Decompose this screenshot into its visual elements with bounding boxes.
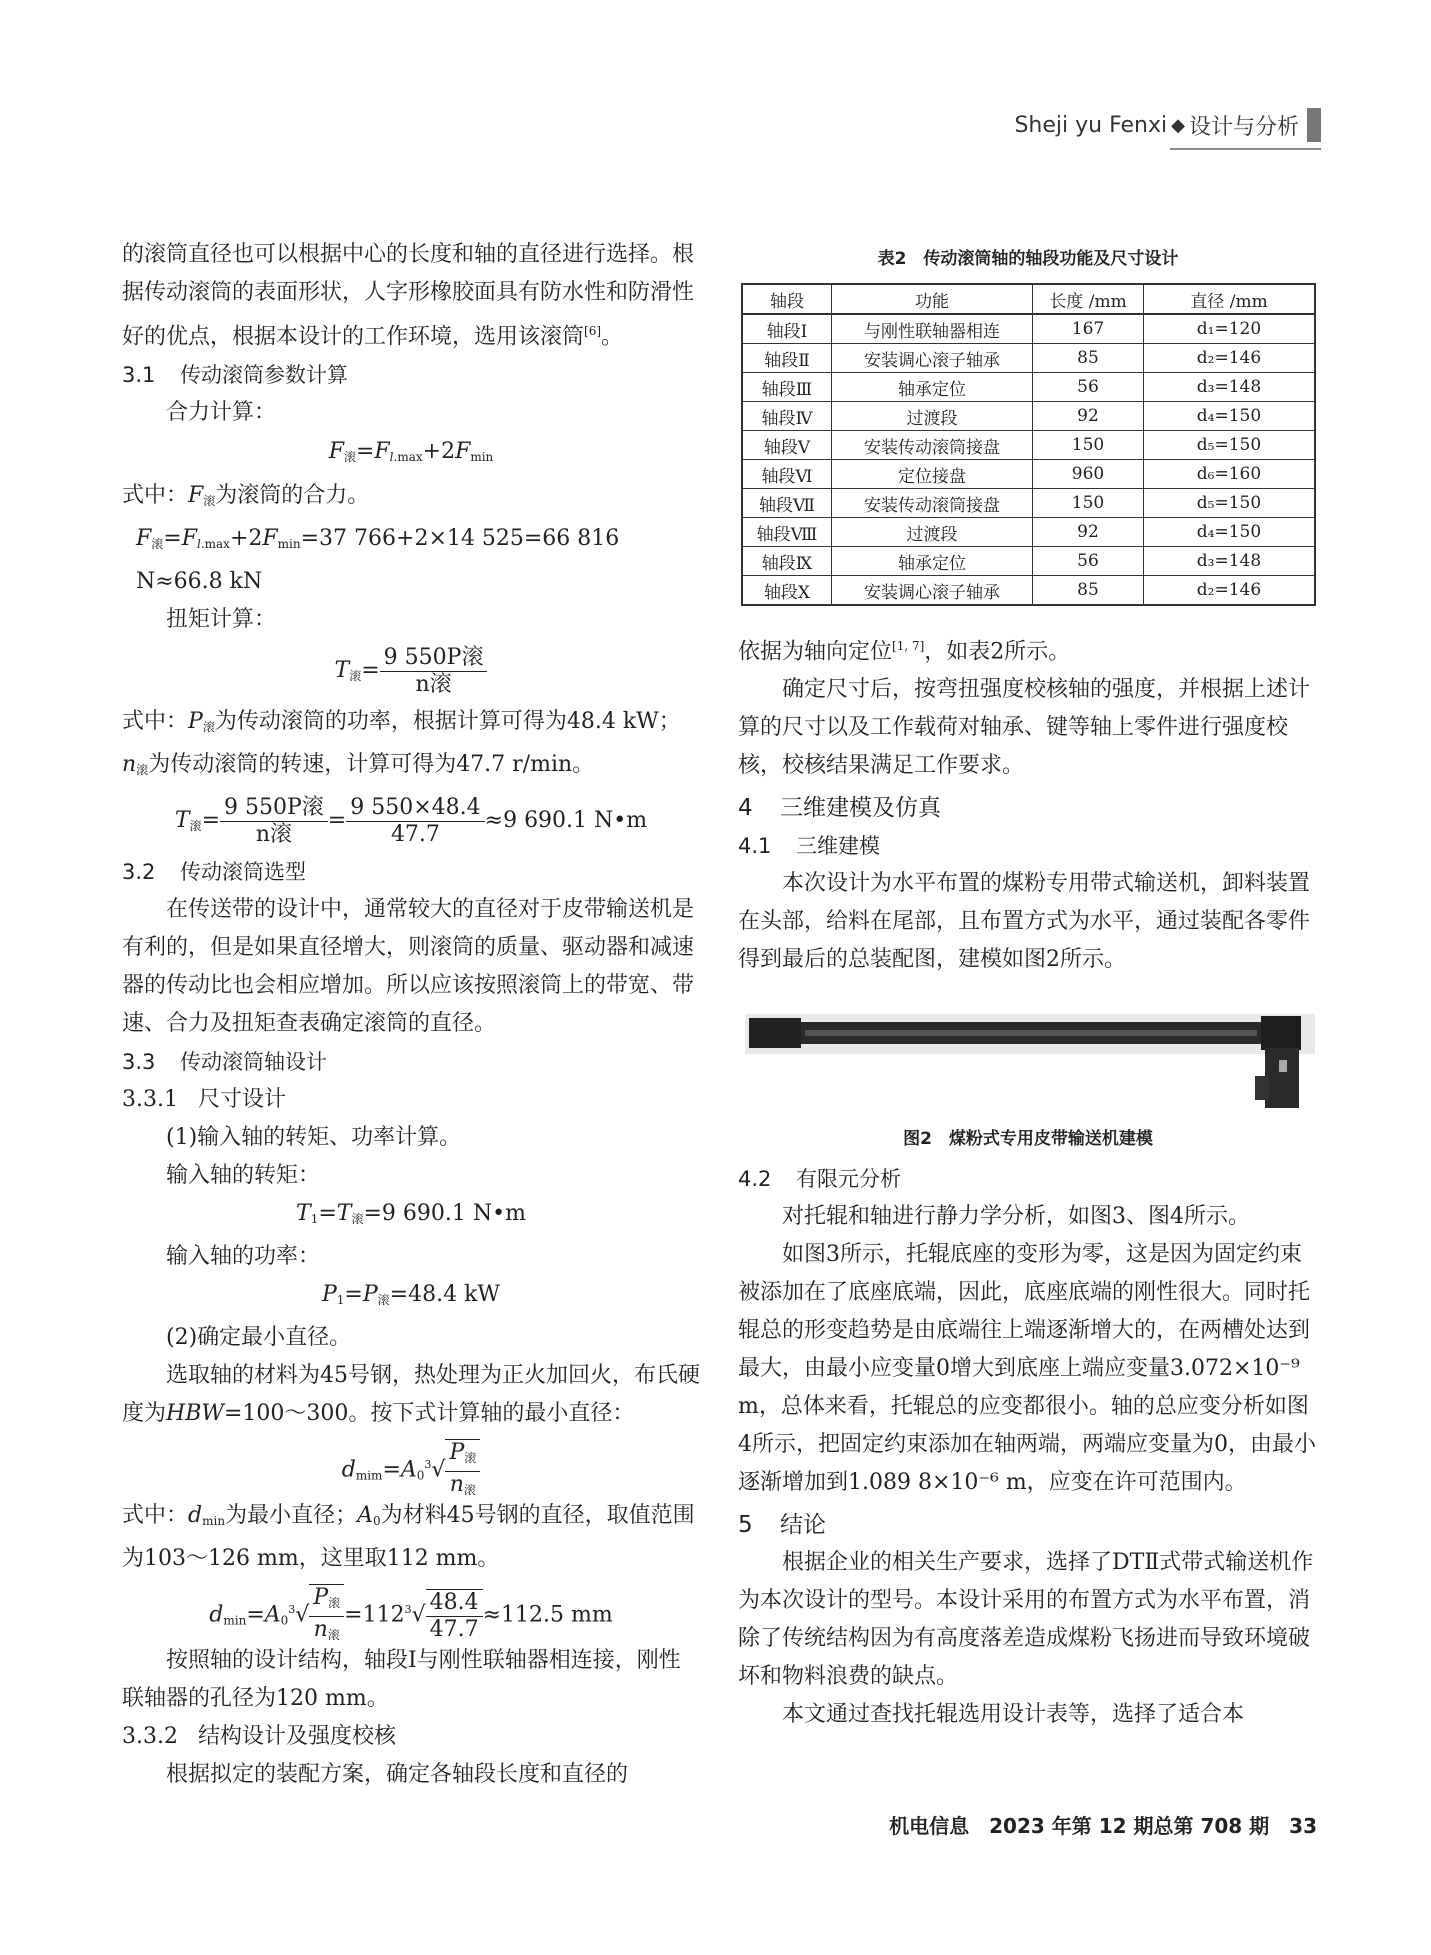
equation: $P_1=P_滚=48.4$ kW — [321, 1282, 501, 1308]
section-heading: 3.3 传动滚筒轴设计 — [122, 1050, 327, 1075]
right-column-lower — [738, 1160, 1318, 1734]
table-cell: 安装调心滚子轴承 — [832, 576, 1033, 606]
table-cell: 过渡段 — [832, 518, 1033, 547]
table-cell: 轴段Ⅳ — [742, 402, 832, 431]
table-cell: 85 — [1033, 344, 1144, 373]
table-cell: d₆=160 — [1144, 460, 1316, 489]
table-row — [742, 460, 1315, 489]
table-cell: 轴段Ⅸ — [742, 547, 832, 576]
paragraph: 根据拟定的装配方案，确定各轴段长度和直径的 — [166, 1762, 629, 1788]
section-heading: 4 三维建模及仿真 — [738, 795, 941, 822]
table-row — [742, 489, 1315, 518]
table-cell: d₃=148 — [1144, 547, 1316, 576]
table-cell: 92 — [1033, 402, 1144, 431]
paragraph: 式中：$P_滚$为传动滚筒的功率，根据计算可得为48.4 kW； — [122, 709, 681, 735]
table-header-cell: 直径 /mm — [1144, 284, 1316, 314]
paragraph: 在传送带的设计中，通常较大的直径对于皮带输送机是有利的，但是如果直径增大，则滚筒的质量、驱动器和减速器的传动比也会相应增加。所以应该按照滚筒上的带宽、带速、合力及扭矩查表确定滚筒的直径。 — [122, 897, 695, 1037]
table-row — [742, 431, 1315, 460]
table-cell: d₂=146 — [1144, 576, 1316, 606]
paragraph: 按照轴的设计结构，轴段Ⅰ与刚性联轴器相连接，刚性联轴器的孔径为120 mm。 — [122, 1648, 681, 1712]
table-cell: d₅=150 — [1144, 489, 1316, 518]
table-cell: 安装调心滚子轴承 — [832, 344, 1033, 373]
page-footer: 机电信息 2023 年第 12 期总第 708 期 33 — [889, 1814, 1317, 1838]
paragraph: 本次设计为水平布置的煤粉专用带式输送机，卸料装置在头部，给料在尾部，且布置方式为水平，通过装配各零件得到最后的总装配图，建模如图2所示。 — [738, 871, 1311, 973]
section-heading: 5 结论 — [738, 1512, 826, 1538]
paragraph: 确定尺寸后，按弯扭强度校核轴的强度，并根据上述计算的尺寸以及工作载荷对轴承、键等轴上零件进行强度校核，校核结果满足工作要求。 — [738, 677, 1311, 779]
table-cell: d₃=148 — [1144, 373, 1316, 402]
subsection-heading: 3.3.1 尺寸设计 — [122, 1087, 287, 1113]
equation: $T_滚=$ $\frac{\text{9 550P滚}}{\text{n滚}}$ — [122, 639, 700, 703]
paragraph: 选取轴的材料为45号钢，热处理为正火加回火，布氏硬度为HBW=100～300。按下式计算轴的最小直径： — [122, 1363, 700, 1427]
table-cell: 过渡段 — [832, 402, 1033, 431]
table-row — [742, 547, 1315, 576]
paragraph: 扭矩计算： — [166, 607, 277, 633]
table-cell: 与刚性联轴器相连 — [832, 314, 1033, 344]
section-heading: 4.1 三维建模 — [738, 834, 880, 859]
table-header-row — [742, 284, 1315, 314]
section-name: 设计与分析 — [1188, 114, 1299, 140]
table-row — [742, 576, 1315, 606]
paragraph: 输入轴的转矩： — [166, 1163, 321, 1189]
table-cell: 150 — [1033, 489, 1144, 518]
table-cell: 定位接盘 — [832, 460, 1033, 489]
equation: $F_滚=F_{l.max}+2F_{min}=37$ 766+2×14 525=66 816 N≈66.8 kN — [136, 526, 620, 595]
equation: $F_滚=F_{l.max}+2F_{min}$ — [328, 439, 494, 465]
table-cell: 轴段Ⅷ — [742, 518, 832, 547]
diamond-icon: ◆ — [1171, 114, 1185, 136]
table-cell: 85 — [1033, 576, 1144, 606]
table-cell: 安装传动滚筒接盘 — [832, 489, 1033, 518]
table-cell: 轴段Ⅰ — [742, 314, 832, 344]
paragraph: (2)确定最小直径。 — [166, 1325, 352, 1351]
equation: $T_1=T_滚=9$ 690.1 N•m — [296, 1201, 526, 1227]
running-header — [1014, 108, 1321, 142]
right-column — [738, 627, 1318, 979]
data-table — [741, 283, 1316, 606]
paragraph: 对托辊和轴进行静力学分析，如图3、图4所示。 — [782, 1204, 1250, 1229]
equation: $d_{mim}=A_0^3√$ $\frac{P_滚}{n_滚}$ — [122, 1433, 700, 1497]
table-cell: 轴承定位 — [832, 373, 1033, 402]
header-rule — [1170, 148, 1321, 150]
table-cell: 92 — [1033, 518, 1144, 547]
table-cell: 150 — [1033, 431, 1144, 460]
table-cell: d₂=146 — [1144, 344, 1316, 373]
paragraph: 输入轴的功率： — [166, 1244, 321, 1270]
table-caption: 表2 传动滚筒轴的轴段功能及尺寸设计 — [877, 249, 1179, 269]
section-heading: 4.2 有限元分析 — [738, 1167, 901, 1191]
paragraph: 式中：$F_滚$为滚筒的合力。 — [122, 483, 370, 509]
paragraph: 的滚筒直径也可以根据中心的长度和轴的直径进行选择。根据传动滚筒的表面形状，人字形橡胶面具有防水性和防滑性好的优点，根据本设计的工作环境，选用该滚筒[6]。 — [122, 242, 695, 350]
table-cell: d₄=150 — [1144, 402, 1316, 431]
table-cell: 安装传动滚筒接盘 — [832, 431, 1033, 460]
table-cell: 轴段Ⅲ — [742, 373, 832, 402]
equation: $T_滚=$ $\frac{\text{9 550P滚}}{\text{n滚}}$ = $\frac{9 550\times 48.4}{47.7}$ ≈9 690.1 N•m — [174, 794, 648, 847]
table-header-cell: 长度 /mm — [1033, 284, 1144, 314]
paragraph: 依据为轴向定位[1, 7]，如表2所示。 — [738, 639, 1071, 665]
table-row — [742, 373, 1315, 402]
section-heading: 3.1 传动滚筒参数计算 — [122, 363, 348, 388]
journal-pinyin: Sheji yu Fenxi — [1014, 112, 1168, 138]
table-cell: d₄=150 — [1144, 518, 1316, 547]
figure-caption: 图2 煤粉式专用皮带输送机建模 — [903, 1129, 1153, 1149]
citation: [6] — [584, 324, 602, 338]
table-row — [742, 402, 1315, 431]
table-cell: 960 — [1033, 460, 1144, 489]
table-cell: 轴承定位 — [832, 547, 1033, 576]
paragraph: 如图3所示，托辊底座的变形为零，这是因为固定约束被添加在了底座底端，因此，底座底端的刚性很大。同时托辊总的形变趋势是由底端往上端逐渐增大的，在两槽处达到最大，由最小应变量0增大到底座上端应变量3.072×10⁻⁹ m，总体来看，托辊总的应变都很小。轴的总应变分析如图4所示，把固定约束添加在轴两端，两端应变量为0，由最小逐渐增加到1.089 8×10⁻⁶ m，应变在许可范围内。 — [738, 1242, 1316, 1495]
conveyor-model-figure — [745, 1000, 1315, 1120]
table-cell: 轴段Ⅹ — [742, 576, 832, 606]
subsection-heading: 3.3.2 结构设计及强度校核 — [122, 1724, 397, 1750]
section-heading: 3.2 传动滚筒选型 — [122, 860, 306, 885]
table-cell: 轴段Ⅵ — [742, 460, 832, 489]
header-bar — [1307, 108, 1321, 142]
paragraph: 式中：$d_{min}$为最小直径；$A_0$为材料45号钢的直径，取值范围为103～126 mm，这里取112 mm。 — [122, 1503, 695, 1572]
citation: [1, 7] — [892, 639, 925, 653]
table-row — [742, 314, 1315, 344]
left-column — [122, 236, 700, 1794]
paragraph: (1)输入轴的转矩、功率计算。 — [166, 1125, 462, 1151]
table-cell: 轴段Ⅱ — [742, 344, 832, 373]
table-cell: 56 — [1033, 547, 1144, 576]
paragraph: 根据企业的相关生产要求，选择了DTⅡ式带式输送机作为本次设计的型号。本设计采用的布置方式为水平布置，消除了传统结构因为有高度落差造成煤粉飞扬进而导致环境破坏和物料浪费的缺点。 — [738, 1550, 1314, 1689]
table-cell: 轴段Ⅴ — [742, 431, 832, 460]
table-cell: 56 — [1033, 373, 1144, 402]
table-cell: d₅=150 — [1144, 431, 1316, 460]
equation: $d_{min}=A_0^3√$ $\frac{P_滚}{n_滚}$ $=112^3√$ $\frac{48.4}{47.7}$ ≈112.5 mm — [122, 1578, 700, 1642]
table-cell: 167 — [1033, 314, 1144, 344]
table-header-cell: 轴段 — [742, 284, 832, 314]
table-row — [742, 344, 1315, 373]
table-row — [742, 518, 1315, 547]
table-cell: d₁=120 — [1144, 314, 1316, 344]
paragraph: 本文通过查找托辊选用设计表等，选择了适合本 — [782, 1702, 1245, 1727]
table-header-cell: 功能 — [832, 284, 1033, 314]
paragraph: $n_滚$为传动滚筒的转速，计算可得为47.7 r/min。 — [122, 752, 595, 778]
paragraph: 合力计算： — [166, 400, 277, 426]
table-cell: 轴段Ⅶ — [742, 489, 832, 518]
